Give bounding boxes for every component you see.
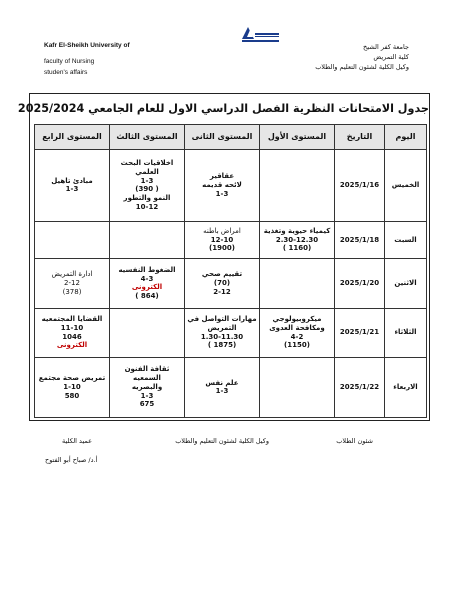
course-name: كيمياء حيوية وتغذية (263, 226, 331, 235)
student-count: (1900) (209, 244, 235, 253)
faculty-name-ar: كلية التمريض (373, 53, 409, 61)
table-row (35, 357, 427, 417)
course-name: علم نفس (205, 378, 239, 387)
level-4-cell (35, 221, 110, 259)
student-count: (70) (213, 279, 231, 288)
exam-time: 1-3 (140, 391, 154, 400)
student-count: (1160 ) (282, 244, 312, 253)
course-name: النمو والتطور (123, 194, 171, 203)
exam-time: 12-10 (210, 235, 234, 244)
course-name: عقاقير (209, 172, 235, 181)
col-header-level-1: المستوى الأول (260, 125, 335, 150)
date-cell: 2025/1/22 (335, 357, 385, 417)
electronic-badge: الكترونى (56, 341, 88, 350)
col-header-level-3: المستوى الثالث (110, 125, 185, 150)
col-header-level-2: المستوى الثانى (185, 125, 260, 150)
student-count: 675 (139, 400, 155, 409)
col-header-day: اليوم (385, 125, 427, 150)
course-name: تمريض صحة مجتمع (38, 374, 106, 383)
course-name: اخلاقيات البحث العلمي (120, 159, 174, 176)
exam-schedule-table (34, 124, 427, 418)
level-2-cell (185, 259, 260, 308)
level-1-cell (260, 259, 335, 308)
exam-time: 1-3 (65, 185, 79, 194)
course-name: مهارات التواصل في (187, 315, 257, 324)
exam-time: 1-3 (215, 189, 229, 198)
date-cell: 2025/1/21 (335, 308, 385, 357)
day-cell: الاثنين (385, 259, 427, 308)
level-2-cell (185, 308, 260, 357)
exam-time: 2-12 (64, 279, 80, 288)
course-name-cont: والبصريه (131, 382, 163, 391)
col-header-level-4: المستوى الرابع (35, 125, 110, 150)
vice-dean-office-ar: وكيل الكلية لشئون التعليم والطلاب (315, 63, 409, 71)
level-3-cell (110, 259, 185, 308)
course-name: ميكروبيولوجي (272, 315, 322, 324)
university-name-ar: جامعة كفر الشيخ (363, 43, 409, 51)
course-note: لائحه قديمه (202, 180, 242, 189)
level-2-cell (185, 150, 260, 222)
level-4-cell (35, 308, 110, 357)
level-1-cell (260, 221, 335, 259)
course-name: امراض باطنه (203, 226, 241, 235)
date-cell: 2025/1/18 (335, 221, 385, 259)
col-header-date: التاريخ (335, 125, 385, 150)
university-logo (240, 25, 282, 45)
level-3-cell (110, 308, 185, 357)
schedule-title: جدول الامتحانات النظرية الفصل الدراسي الاول للعام الجامعي 2025/2024 (17, 102, 429, 115)
level-4-cell (35, 259, 110, 308)
exam-time: 1-10 (63, 382, 81, 391)
level-1-cell (260, 308, 335, 357)
table-row (35, 259, 427, 308)
faculty-name-en: faculty of Nursing (44, 58, 95, 65)
date-cell: 2025/1/20 (335, 259, 385, 308)
department-name-en: studen's affairs (44, 69, 88, 76)
student-count: (378) (62, 287, 82, 296)
schedule-frame (17, 93, 430, 421)
level-3-cell (110, 150, 185, 222)
exam-time: 4-2 (290, 332, 304, 341)
course-name: القضايا المجتمعيه (41, 315, 103, 324)
student-count: 580 (64, 391, 80, 400)
signature-vice-dean: وكيل الكلية لشئون التعليم والطلاب (175, 437, 269, 445)
day-cell: الاربعاء (385, 357, 427, 417)
level-3-cell (110, 221, 185, 259)
signature-dean: عميد الكلية (62, 437, 93, 445)
level-2-cell (185, 221, 260, 259)
exam-time: 1-3 (215, 387, 229, 396)
day-cell: الثلاثاء (385, 308, 427, 357)
table-header-row (35, 125, 427, 150)
exam-time: 4-3 (140, 274, 154, 283)
level-4-cell (35, 150, 110, 222)
electronic-badge: الكترونى (131, 283, 163, 292)
level-4-cell (35, 357, 110, 417)
day-cell: الخميس (385, 150, 427, 222)
student-count: (864 ) (135, 292, 159, 301)
table-row (35, 221, 427, 259)
course-name-cont: ومكافحة العدوى (269, 323, 325, 332)
course-name: مبادئ تاهيل (51, 176, 93, 185)
dean-name: أ.د/ صباح أبو الفتوح (45, 456, 98, 464)
table-row (35, 308, 427, 357)
exam-time: 1-3 (140, 176, 154, 185)
exam-time: 1.30-11.30 (200, 332, 244, 341)
course-name: تقييم صحي (201, 270, 243, 279)
course-name: ادارة التمريض (51, 270, 93, 279)
day-cell: السبت (385, 221, 427, 259)
exam-time: 10-12 (135, 202, 159, 211)
exam-time: 2.30-12.30 (275, 235, 319, 244)
date-cell: 2025/1/16 (335, 150, 385, 222)
student-count: (1875 ) (207, 341, 237, 350)
level-3-cell (110, 357, 185, 417)
student-count: 1046 (62, 332, 82, 341)
level-2-cell (185, 357, 260, 417)
course-name: ثقافة الفنون السمعيه (124, 365, 170, 383)
level-1-cell (260, 357, 335, 417)
signature-student-affairs: شئون الطلاب (336, 437, 373, 445)
level-1-cell (260, 150, 335, 222)
student-count: ( 390) (135, 185, 159, 194)
course-name: الضغوط النفسيه (118, 265, 176, 274)
exam-time: 2-12 (213, 287, 231, 296)
course-name-cont: التمريض (207, 323, 237, 332)
exam-time: 11-10 (60, 323, 84, 332)
university-name-en: Kafr El-Sheikh University of (44, 42, 130, 49)
table-row (35, 150, 427, 222)
student-count: (1150) (284, 341, 310, 350)
